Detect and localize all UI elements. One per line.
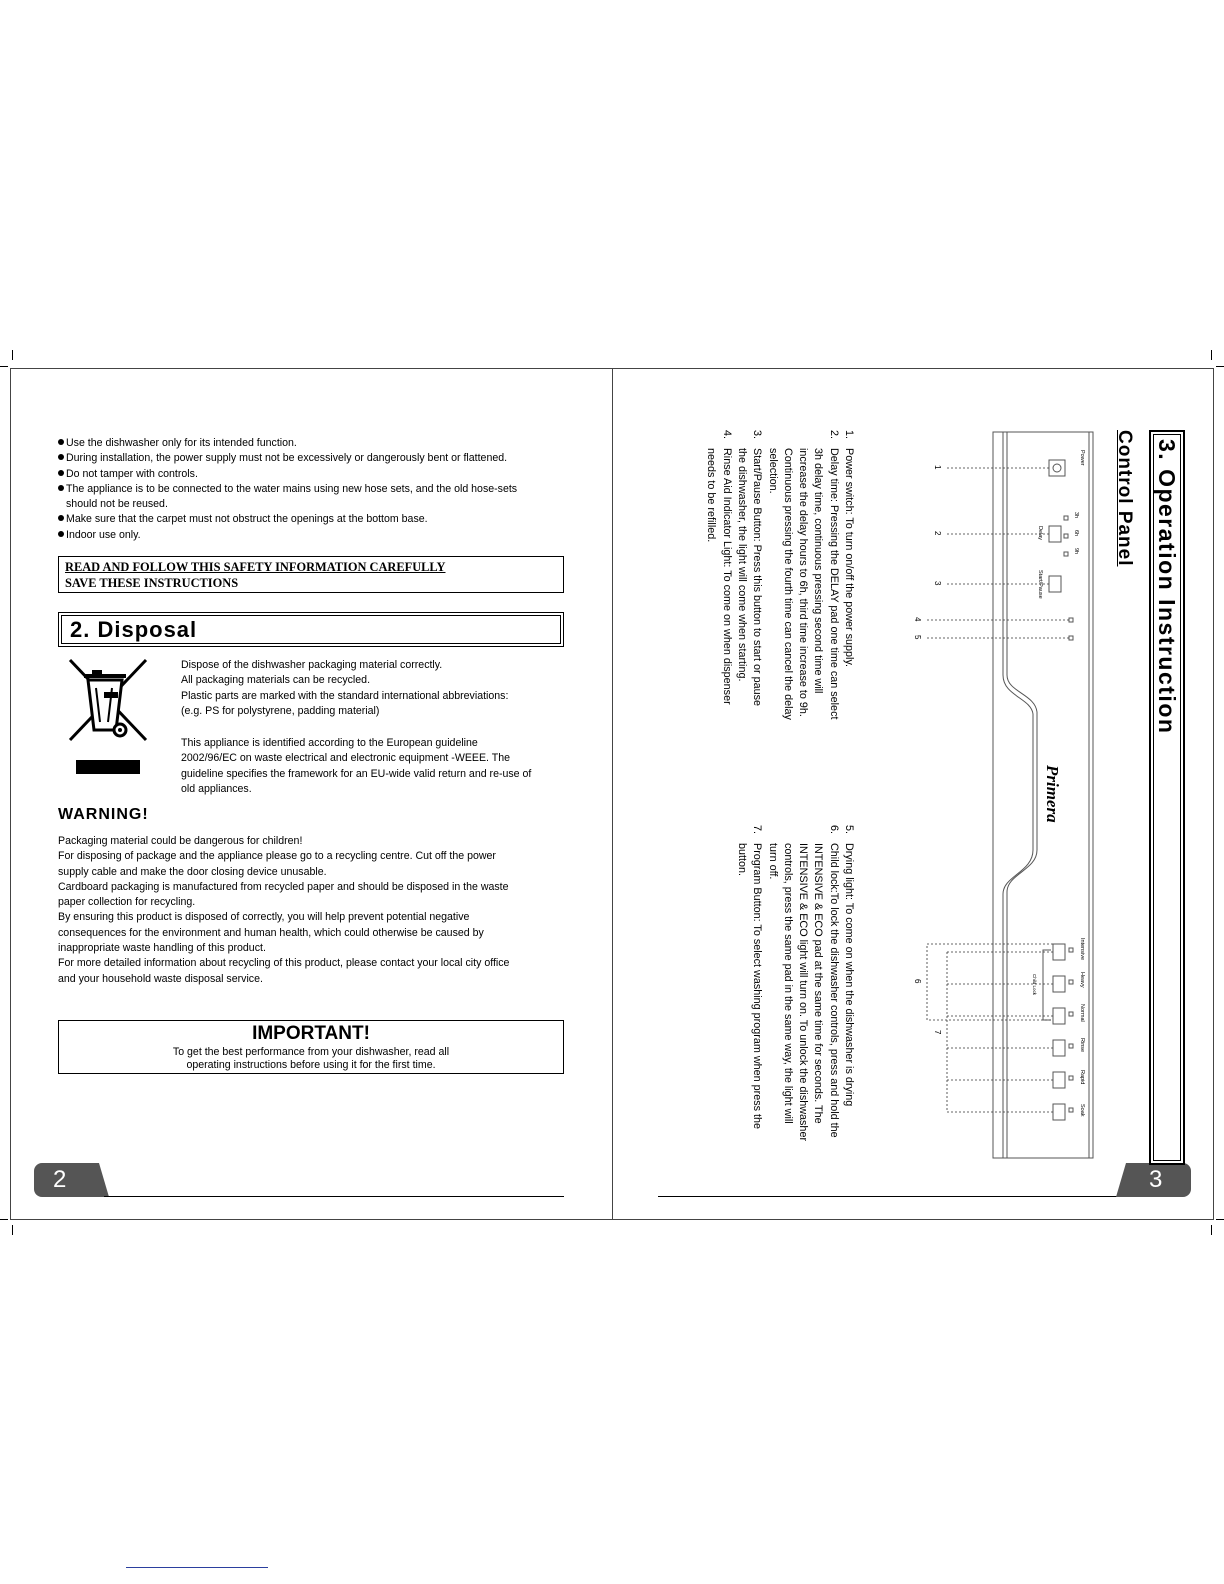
footer-rule (658, 1196, 1124, 1197)
page-bottom-rule (126, 1567, 268, 1568)
weee-crossed-bin-icon (66, 656, 150, 778)
disposal-paragraph-2: This appliance is identified according to the European guideline 2002/96/EC on waste electrical and electronic equipment -WEEE. The guideline specifies the framework for an EU-wide valid return and re-use of old appliances. (181, 737, 532, 796)
bullet-dot-icon (58, 485, 64, 491)
child-lock-label: Child Lock (1032, 974, 1037, 996)
bullet-dot-icon (58, 454, 64, 460)
bullet-item: During installation, the power supply must not be excessively or dangerously bent or flattened. (58, 451, 578, 466)
crop-mark (0, 366, 8, 367)
crop-mark (1216, 366, 1224, 367)
page-number: 3 (1149, 1166, 1163, 1193)
bullet-dot-icon (58, 531, 64, 537)
control-list-left (703, 430, 856, 810)
program-label: Normal (1079, 1004, 1085, 1022)
list-item: 3. Start/Pause Button: Press this button to start or pause the dishwasher, the light will come when starting. (735, 430, 764, 707)
program-label: Soak (1079, 1104, 1085, 1117)
warning-text: Packaging material could be dangerous for children! For disposing of package and the appliance please go to a recycling centre. Cut off the power supply cable and make the door closing device unusable. Cardboard packaging is manufactured from recycled paper and should be disposed in the waste paper collection for recycling. By ensuring this product is disposed of correctly, you will help prevent potential negative consequences for the environment and human health, which could otherwise be caused by inappropriate waste handling of this product. For more detailed information about recycling of this product, please contact your local city office and your household waste disposal service. (58, 835, 510, 985)
list-item: 2. Delay time: Pressing the DELAY pad one time can select 3h delay time, continuous pressing second time will increase the delay hours to 6h, third time increase to 9h. Continuous pressing the fourth time can cancel the delay selection. (766, 430, 840, 720)
start-pause-label: Start/Pause (1037, 570, 1043, 599)
list-item: 7. Program Button: To select washing program when press the button. (735, 825, 764, 1130)
delay-hour-label: 3h (1073, 512, 1079, 519)
crop-mark (1211, 350, 1212, 360)
tab-slant (1116, 1163, 1130, 1197)
section-title: 3. Operation Instruction (1153, 434, 1181, 1161)
bullet-dot-icon (58, 515, 64, 521)
tab-slant (95, 1163, 109, 1197)
crop-mark (1211, 1225, 1212, 1235)
control-list-right (734, 825, 856, 1170)
safety-line-2: SAVE THESE INSTRUCTIONS (65, 576, 239, 590)
bullet-item: Use the dishwasher only for its intended function. (58, 436, 578, 451)
operation-section-heading (1149, 430, 1185, 1165)
bullet-continuation: should not be reused. (66, 498, 168, 511)
disposal-paragraph-1: Dispose of the dishwasher packaging material correctly. All packaging materials can be recycled. Plastic parts are marked with the standard international abbreviations: (e.g. PS for polystyrene, padding material) (181, 659, 509, 718)
control-panel-subtitle: Control Panel (1114, 430, 1135, 567)
safety-bullets (58, 436, 578, 543)
delay-hour-label: 6h (1073, 530, 1079, 537)
delay-hour-label: 9h (1073, 548, 1079, 555)
brand-logo: Primera (1043, 765, 1062, 823)
important-title: IMPORTANT! (252, 1023, 370, 1044)
crop-mark (12, 350, 13, 360)
program-label: Rinse (1079, 1038, 1085, 1053)
power-label: Power (1079, 450, 1085, 466)
callout-number: 6 (913, 979, 922, 984)
rotated-page-content (645, 430, 1185, 1165)
list-item: 1. Power switch: To turn on/off the power supply. (843, 430, 855, 668)
program-label: Heavy (1079, 972, 1085, 988)
callout-number: 1 (933, 465, 942, 470)
program-label: Rapid (1079, 1070, 1085, 1085)
program-label: Intensive (1079, 938, 1085, 961)
safety-notice-box (58, 556, 564, 593)
bullet-dot-icon (58, 470, 64, 476)
important-box: IMPORTANT! To get the best performance from your dishwasher, read all operating instructions before using it for the first time. (58, 1020, 564, 1074)
page-number-tab-left (34, 1163, 96, 1197)
page-number-tab-right (1129, 1163, 1191, 1197)
callout-number: 7 (933, 1030, 942, 1035)
crop-mark (1216, 1219, 1224, 1220)
page-number: 2 (53, 1166, 67, 1193)
delay-label: Delay (1037, 526, 1043, 541)
bullet-item: Indoor use only. (58, 528, 578, 543)
footer-rule (104, 1196, 564, 1197)
callout-number: 4 (913, 617, 922, 622)
list-item: 6. Child lock:To lock the dishwasher controls, press and hold the INTENSIVE & ECO pad at the same time for seconds. The INTENSIVE & ECO light will turn on. To unlock the dishwasher controls, press the same pad in the same way, the light will turn off. (766, 825, 840, 1142)
crop-mark (12, 1225, 13, 1235)
section-title: 2. Disposal (61, 615, 561, 644)
bullet-item: Make sure that the carpet must not obstruct the openings at the bottom base. (58, 512, 578, 527)
crop-mark (0, 1219, 8, 1220)
safety-line-1: READ AND FOLLOW THIS SAFETY INFORMATION CAREFULLY (65, 560, 446, 574)
bullet-dot-icon (58, 439, 64, 445)
list-item: 5. Drying light: To come on when the dishwasher is drying (843, 825, 855, 1107)
callout-number: 5 (913, 635, 922, 640)
bullet-item: The appliance is to be connected to the water mains using new hose sets, and the old hose-sets (58, 482, 578, 497)
list-item: 4. Rinse Aid Indicator Light: To come on when dispenser needs to be refilled. (705, 430, 733, 705)
disposal-section-heading (58, 612, 564, 647)
warning-title: WARNING! (58, 806, 149, 823)
callout-number: 2 (933, 531, 942, 536)
page-spine (612, 368, 613, 1220)
bullet-item: Do not tamper with controls. (58, 467, 578, 482)
control-panel-diagram (883, 430, 1095, 1165)
callout-number: 3 (933, 581, 942, 586)
